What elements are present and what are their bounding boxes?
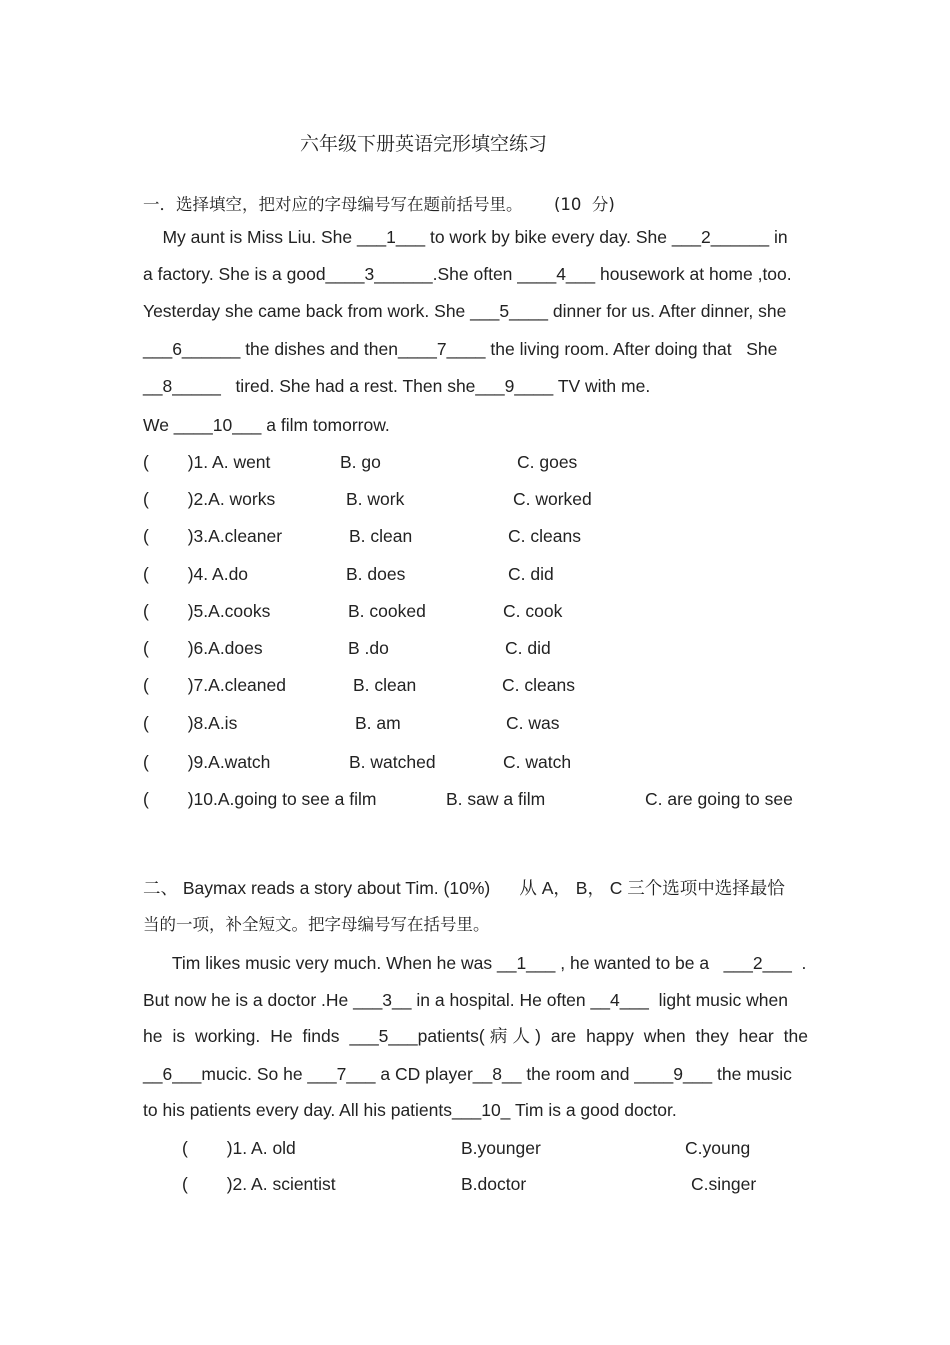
option-b: B. cooked — [348, 601, 426, 621]
option-b: B. saw a film — [446, 789, 546, 809]
option-c: C.young — [685, 1138, 751, 1158]
option-b: B.doctor — [461, 1174, 527, 1194]
question-number-a: ( )4. A.do — [143, 564, 249, 584]
option-b: B. work — [346, 489, 405, 509]
option-b: B. go — [340, 452, 381, 472]
option-c: C. goes — [517, 452, 578, 472]
question-number-a: ( )8.A.is — [143, 713, 238, 733]
question-number-a: ( )1. A. went — [143, 452, 271, 472]
passage-line: a factory. She is a good____3______.She often ____4___ housework at home ,too. — [143, 264, 792, 284]
option-c: C. are going to see — [645, 789, 793, 809]
question-number-a: ( )3.A.cleaner — [143, 526, 283, 546]
option-b: B.younger — [461, 1138, 541, 1158]
option-b: B. clean — [353, 675, 417, 695]
question-number-a: ( )5.A.cooks — [143, 601, 271, 621]
passage-line: But now he is a doctor .He ___3__ in a hospital. He often __4___ light music when — [143, 990, 788, 1010]
passage-line: Tim likes music very much. When he was __1___ , he wanted to be a ___2___ . — [143, 953, 807, 973]
question-number-a: ( )7.A.cleaned — [143, 675, 286, 695]
passage-line: to his patients every day. All his patients___10_ Tim is a good doctor. — [143, 1100, 677, 1120]
passage-line: My aunt is Miss Liu. She ___1___ to work by bike every day. She ___2______ in — [143, 227, 788, 247]
passage-line: he is working. He finds ___5___patients(病人) are happy when they hear the — [143, 1026, 808, 1046]
question-number-a: ( )2. A. scientist — [182, 1174, 336, 1194]
section1-heading: 一．选择填空，把对应的字母编号写在题前括号里。 (10 分) — [143, 195, 615, 214]
option-b: B. clean — [349, 526, 413, 546]
option-b: B. am — [355, 713, 401, 733]
section2-heading: 二、 Baymax reads a story about Tim. (10%) 从 A， B， C 三个选项中选择最恰 — [143, 878, 785, 898]
section2-heading-cont: 当的一项，补全短文。把字母编号写在括号里。 — [143, 915, 490, 934]
passage-line: Yesterday she came back from work. She ___5____ dinner for us. After dinner, she — [143, 301, 787, 321]
passage-line: __6___mucic. So he ___7___ a CD player__8__ the room and ____9___ the music — [143, 1064, 792, 1084]
option-b: B. watched — [349, 752, 436, 772]
passage-line: ___6______ the dishes and then____7____ the living room. After doing that She — [143, 339, 778, 359]
option-c: C. did — [505, 638, 551, 658]
option-c: C.singer — [691, 1174, 757, 1194]
passage-line: We ____10___ a film tomorrow. — [143, 415, 390, 435]
option-c: C. worked — [513, 489, 592, 509]
question-number-a: ( )2.A. works — [143, 489, 276, 509]
option-c: C. cleans — [502, 675, 575, 695]
option-b: B. does — [346, 564, 406, 584]
option-b: B .do — [348, 638, 389, 658]
page-title: 六年级下册英语完形填空练习 — [300, 133, 548, 155]
option-c: C. cleans — [508, 526, 581, 546]
question-number-a: ( )1. A. old — [182, 1138, 296, 1158]
option-c: C. did — [508, 564, 554, 584]
passage-line: __8_____ tired. She had a rest. Then she___9____ TV with me. — [143, 376, 651, 396]
question-number-a: ( )10.A.going to see a film — [143, 789, 377, 809]
option-c: C. watch — [503, 752, 572, 772]
question-number-a: ( )6.A.does — [143, 638, 263, 658]
option-c: C. was — [506, 713, 560, 733]
question-number-a: ( )9.A.watch — [143, 752, 271, 772]
option-c: C. cook — [503, 601, 563, 621]
